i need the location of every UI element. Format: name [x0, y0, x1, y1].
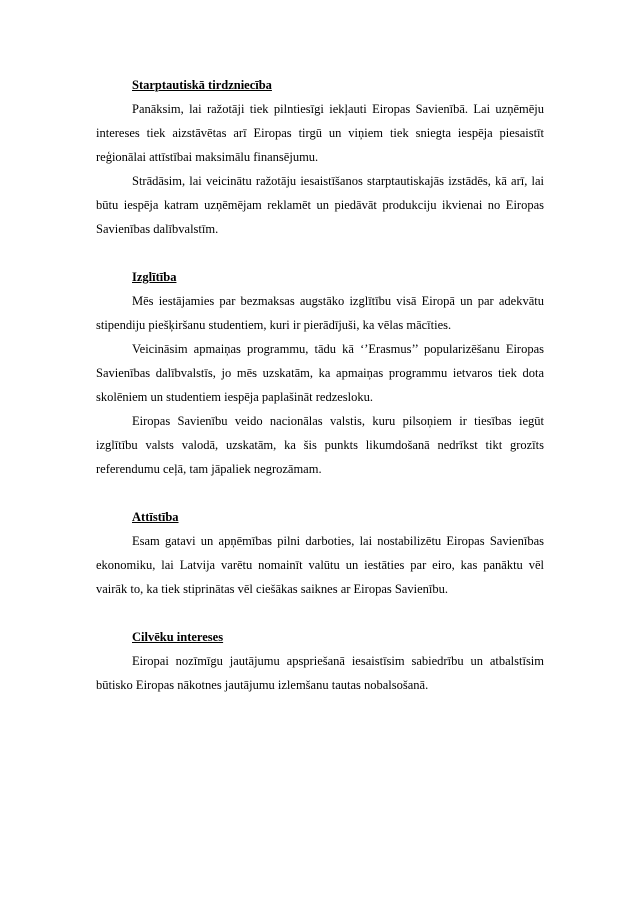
- paragraph: Panāksim, lai ražotāji tiek pilntiesīgi iekļauti Eiropas Savienībā. Lai uzņēmēju intereses tiek aizstāvētas arī Eiropas tirgū un viņiem tiek sniegta iespēja piesaistīt reģionālai attīstībai maksimālu finansējumu.: [96, 102, 544, 164]
- paragraph: Veicināsim apmaiņas programmu, tādu kā ‘’Erasmus’’ popularizēšanu Eiropas Savienības dalībvalstīs, jo mēs uzskatām, ka apmaiņas programmu ietvaros tiek dota skolēniem un studentiem iespēja paplašināt redzesloku.: [96, 342, 544, 404]
- paragraph: Eiropai nozīmīgu jautājumu apspriešanā iesaistīsim sabiedrību un atbalstīsim būtisko Eiropas nākotnes jautājumu izlemšanu tautas nobalsošanā.: [96, 654, 544, 692]
- section-education: [96, 265, 544, 481]
- section-international-trade: [96, 73, 544, 241]
- section-heading: Attīstība: [132, 510, 179, 524]
- section-heading: Cilvēku intereses: [132, 630, 224, 644]
- section-citizens-interests: [96, 625, 544, 697]
- section-heading: Starptautiskā tirdzniecība: [132, 78, 272, 92]
- paragraph: Eiropas Savienību veido nacionālas valstis, kuru pilsoņiem ir tiesības iegūt izglītību valsts valodā, uzskatām, ka šis punkts likumdošanā nedrīkst tikt grozīts referendumu ceļā, tam jāpaliek negrozāmam.: [96, 414, 544, 476]
- paragraph: Strādāsim, lai veicinātu ražotāju iesaistīšanos starptautiskajās izstādēs, kā arī, lai būtu iespēja katram uzņēmējam reklamēt un piedāvāt produkciju ikvienai no Eiropas Savienības dalībvalstīm.: [96, 174, 544, 236]
- section-development: [96, 505, 544, 601]
- paragraph: Esam gatavi un apņēmības pilni darboties, lai nostabilizētu Eiropas Savienības ekonomiku, lai Latvija varētu nomainīt valūtu un iestāties par eiro, kas panāktu vēl vairāk to, ka tiek stiprinātas vēl ciešākas saiknes ar Eiropas Savienību.: [96, 534, 544, 596]
- section-heading: Izglītība: [132, 270, 177, 284]
- document-body: [96, 73, 544, 721]
- paragraph: Mēs iestājamies par bezmaksas augstāko izglītību visā Eiropā un par adekvātu stipendiju piešķiršanu studentiem, kuri ir pierādījuši, ka vēlas mācīties.: [96, 294, 544, 332]
